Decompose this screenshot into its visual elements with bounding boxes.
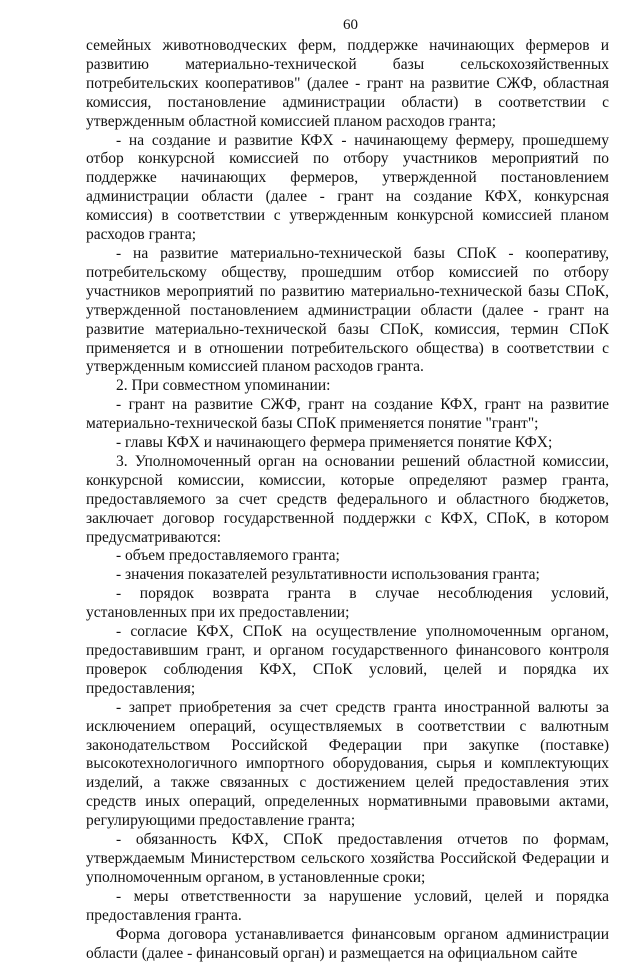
paragraph: - грант на развитие СЖФ, грант на создание КФХ, грант на развитие материально-технической базы СПоК применяется понятие "грант";	[86, 396, 609, 433]
paragraph: - согласие КФХ, СПоК на осуществление уполномоченным органом, предоставившим грант, и органом государственного финансового контроля проверок соблюдения КФХ, СПоК условий, целей и порядка их предоставления;	[86, 623, 609, 697]
paragraph: семейных животноводческих ферм, поддержке начинающих фермеров и развитию материально-технической базы сельскохозяйственных потребительских кооперативов" (далее - грант на развитие СЖФ, областная комиссия, постановление администрации области) в соответствии с утвержденным областной комиссией планом расходов гранта;	[86, 37, 609, 130]
paragraph: 2. При совместном упоминании:	[116, 377, 331, 395]
paragraph: - на развитие материально-технической базы СПоК - кооперативу, потребительскому обществу, прошедшим отбор комиссией по отбору участников мероприятий по развитию материально-технической базы СПоК, утвержденной постановлением администрации области (далее - грант на развитие материально-технической базы СПоК, комиссия, термин СПоК применяется и в отношении потребительского общества) в соответствии с утвержденным комиссией планом расходов гранта.	[86, 244, 609, 376]
paragraph: - запрет приобретения за счет средств гранта иностранной валюты за исключением операций, осуществляемых в соответствии с валютным законодательством Российской Федерации при закупке (поставке) высокотехнологичного импортного оборудования, сырья и комплектующих изделий, а также связанных с достижением целей предоставления этих средств иных операций, определенных нормативными правовыми актами, регулирующими предоставление гранта;	[86, 698, 609, 830]
paragraph: - меры ответственности за нарушение условий, целей и порядка предоставления гранта.	[86, 887, 609, 924]
paragraph: - обязанность КФХ, СПоК предоставления отчетов по формам, утверждаемым Министерством сельского хозяйства Российской Федерации и уполномоченным органом, в установленные сроки;	[86, 831, 609, 886]
document-body	[86, 37, 609, 963]
paragraph: - значения показателей результативности использования гранта;	[116, 566, 540, 584]
paragraph: - порядок возврата гранта в случае несоблюдения условий, установленных при их предоставлении;	[86, 585, 609, 622]
paragraph: Форма договора устанавливается финансовым органом администрации области (далее - финансовый орган) и размещается на официальном сайте	[86, 925, 609, 962]
page-number: 60	[343, 17, 358, 33]
paragraph: 3. Уполномоченный орган на основании решений областной комиссии, конкурсной комиссии, комиссии, которые определяют размер гранта, предоставляемого за счет средств федерального и областного бюджетов, заключает договор государственной поддержки с КФХ, СПоК, в котором предусматриваются:	[86, 452, 609, 546]
paragraph: - главы КФХ и начинающего фермера применяется понятие КФХ;	[116, 434, 553, 452]
paragraph: - на создание и развитие КФХ - начинающему фермеру, прошедшему отбор конкурсной комиссией по отбору участников мероприятий по поддержке начинающих фермеров, утвержденной постановлением администрации области (далее - грант на создание КФХ, конкурсная комиссия) в соответствии с утвержденным конкурсной комиссией планом расходов гранта;	[86, 131, 609, 244]
paragraph: - объем предоставляемого гранта;	[116, 547, 340, 565]
